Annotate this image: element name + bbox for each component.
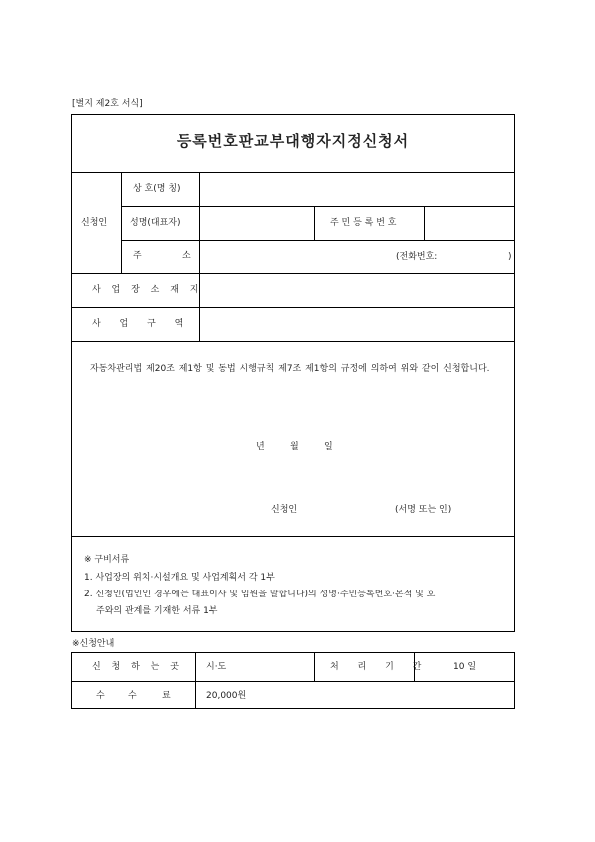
- address-label-char: 주: [133, 251, 142, 261]
- document-item: 2. 신청인(법인인 경우에는 대표이사 및 임원을 말합니다)의 성명·주민등록번호·본적 및 호: [84, 590, 436, 599]
- office-value: 시·도: [206, 662, 227, 672]
- business-area-field[interactable]: [202, 311, 512, 338]
- fee-label-char: 료: [162, 691, 171, 701]
- fee-label-char: 수: [128, 691, 137, 701]
- divider: [195, 652, 196, 709]
- divider: [71, 681, 515, 682]
- divider: [71, 307, 515, 308]
- divider: [71, 341, 515, 342]
- divider: [71, 172, 515, 173]
- date-year-label: 년: [256, 442, 265, 452]
- trade-name-label: 상 호(명 칭): [133, 184, 181, 194]
- business-location-field[interactable]: [202, 277, 512, 304]
- period-label: 처 리 기 간: [330, 662, 430, 672]
- form-label: [별지 제2호 서식]: [72, 99, 143, 109]
- document-item: 1. 사업장의 위치·시설개요 및 사업계획서 각 1부: [84, 573, 275, 583]
- name-field[interactable]: [202, 210, 310, 237]
- resident-number-field[interactable]: [427, 210, 512, 237]
- period-value: 10 일: [453, 662, 477, 672]
- signature-note: (서명 또는 인): [395, 505, 452, 515]
- signature-applicant-label: 신청인: [271, 505, 298, 515]
- phone-label: (전화번호:: [396, 252, 438, 262]
- address-label-char: 소: [182, 251, 191, 261]
- documents-heading: ※ 구비서류: [84, 555, 130, 565]
- fee-value: 20,000원: [206, 691, 247, 701]
- divider: [121, 172, 122, 273]
- business-area-label: 사 업 구 역: [92, 319, 192, 329]
- divider: [121, 240, 515, 241]
- divider: [71, 536, 515, 537]
- guide-heading: ※신청안내: [72, 639, 115, 649]
- divider: [199, 172, 200, 341]
- trade-name-field[interactable]: [202, 176, 512, 203]
- name-label: 성명(대표자): [130, 218, 181, 228]
- divider: [314, 652, 315, 681]
- resident-number-label: 주 민 등 록 번 호: [330, 218, 397, 228]
- office-label: 신 청 하 는 곳: [92, 662, 183, 672]
- divider: [71, 273, 515, 274]
- divider: [314, 206, 315, 240]
- divider: [424, 206, 425, 240]
- business-location-label: 사 업 장 소 재 지: [92, 285, 203, 295]
- divider: [121, 206, 515, 207]
- application-statement: 자동차관리법 제20조 제1항 및 동법 시행규칙 제7조 제1항의 규정에 의하여 위와 같이 신청합니다.: [90, 364, 490, 374]
- fee-label-char: 수: [96, 691, 105, 701]
- address-field[interactable]: [202, 244, 392, 271]
- document-item: 주와의 관계를 기재한 서류 1부: [96, 606, 218, 616]
- form-title: 등록번호판교부대행자지정신청서: [176, 132, 410, 150]
- date-day-label: 일: [324, 442, 333, 452]
- applicant-group-label: 신청인: [81, 218, 108, 228]
- phone-close: ): [508, 252, 512, 262]
- date-month-label: 월: [290, 442, 299, 452]
